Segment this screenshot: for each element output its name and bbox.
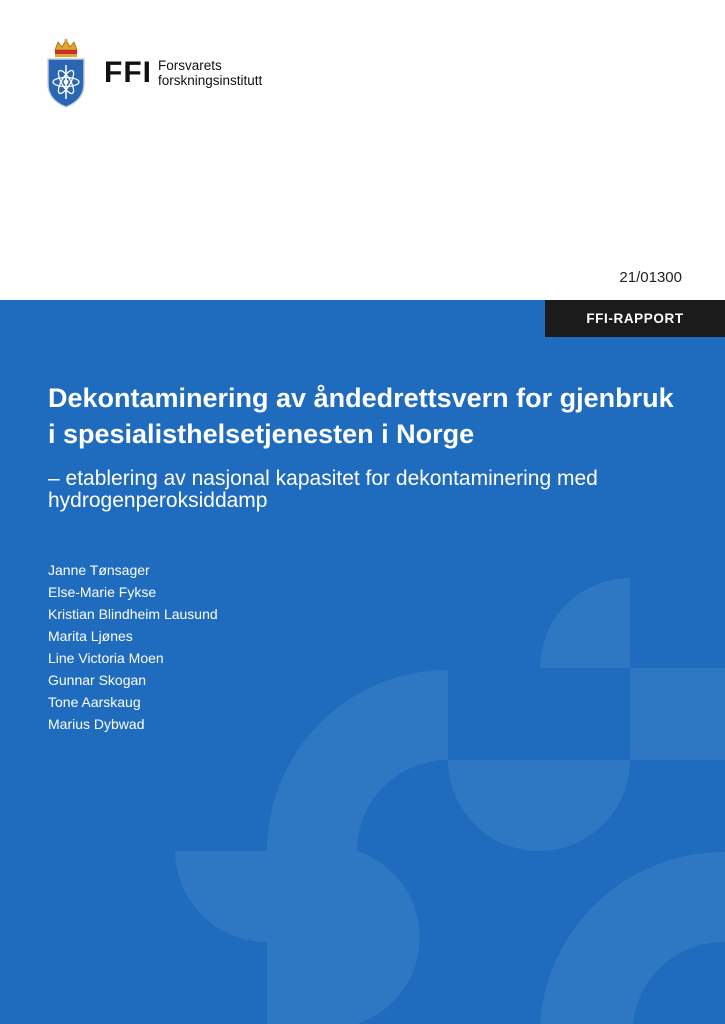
report-type-badge: FFI-RAPPORT	[545, 300, 725, 337]
institute-line-2: forskningsinstitutt	[158, 73, 263, 88]
author: Kristian Blindheim Lausund	[48, 606, 218, 622]
report-number: 21/01300	[619, 269, 682, 286]
logo-ffi-text: FFI	[104, 56, 152, 89]
institute-line-1: Forsvarets	[158, 58, 222, 73]
author: Tone Aarskaug	[48, 694, 141, 710]
ffi-logo	[46, 38, 262, 108]
institute-name	[158, 58, 262, 88]
cover-panel	[0, 300, 725, 1024]
author-list	[48, 559, 218, 735]
author: Janne Tønsager	[48, 562, 150, 578]
logo-wordmark	[104, 56, 262, 90]
header	[0, 0, 725, 300]
report-title: Dekontaminering av åndedrettsvern for gjenbruk i spesialisthelsetjenesten i Norge	[48, 383, 674, 449]
coat-of-arms-icon	[46, 38, 86, 108]
author: Gunnar Skogan	[48, 672, 147, 688]
report-subtitle: – etablering av nasjonal kapasitet for dekontaminering med hydrogenperoksiddamp	[48, 467, 598, 512]
author: Else-Marie Fykse	[48, 584, 157, 600]
author: Marita Ljønes	[48, 628, 133, 644]
author: Marius Dybwad	[48, 716, 145, 732]
author: Line Victoria Moen	[48, 650, 164, 666]
